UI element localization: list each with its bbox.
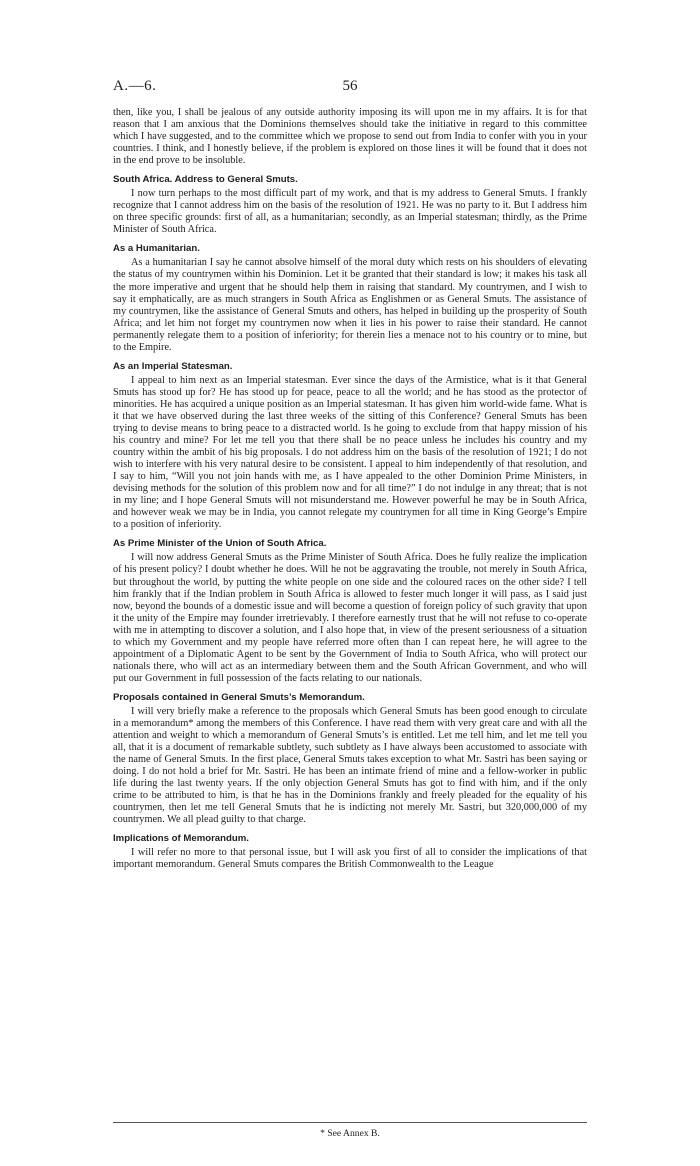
section-heading: As Prime Minister of the Union of South Africa. xyxy=(113,538,327,550)
page-body xyxy=(113,107,587,871)
page-header xyxy=(113,78,587,98)
section-heading: As a Humanitarian. xyxy=(113,243,200,255)
footnote-divider xyxy=(113,1122,587,1123)
paragraph: then, like you, I shall be jealous of any outside authority imposing its will upon me in my affairs. It is for that reason that I am anxious that the Dominions themselves should take the initiative in regard to this committee which I have suggested, and to the committee which we propose to send out from India to confer with you in your countries. I think, and I honestly believe, if the problem is explored on those lines it will be found that it does not in the end prove to be insoluble. xyxy=(113,107,587,167)
page-number: 56 xyxy=(342,78,358,94)
paragraph: I will now address General Smuts as the Prime Minister of South Africa. Does he fully realize the implication of his present policy? I doubt whether he does. Will he not be aggravating the trouble, not merely in South Africa, but throughout the world, by putting the white people on one side and the coloured races on the other side? I tell him frankly that if the Indian problem in South Africa is allowed to fester much longer it will pass, as I said just now, beyond the bounds of a domestic issue and will become a question of foreign policy of such gravity that upon it the unity of the Empire may founder irretrievably. I therefore earnestly trust that he will not refuse to co-operate with me in attempting to discover a solution, and I also hope that, in view of the present seriousness of a situation to which my Government and my people have referred more often than I can repeat here, he will agree to the appointment of a Diplomatic Agent to be sent by the Government of India to South Africa, who will protect our nationals there, who will act as an intermediary between them and the South African Government, and who will put our Government in full possession of the facts relating to our nationals. xyxy=(113,552,587,684)
paragraph: I will very briefly make a reference to the proposals which General Smuts has been good enough to circulate in a memorandum* among the members of this Conference. I have read them with very great care and with all the attention and weight to which a memorandum of General Smuts’s is entitled. Let me tell him, and let me tell you all, that it is a document of remarkable subtlety, such subtlety as I have always been accustomed to associate with the name of General Smuts. In the first place, General Smuts takes exception to what Mr. Sastri has been saying or doing. I do not hold a brief for Mr. Sastri. He has been an intimate friend of mine and a fellow-worker in public life during the last twenty years. If the only objection General Smuts has got to find with him, and if the only crime to be attributed to him, is that he has in the Dominions frankly and freely pleaded for the equality of his countrymen, then let me tell General Smuts that he is indicting not merely Mr. Sastri, but 320,000,000 of my countrymen. We all plead guilty to that charge. xyxy=(113,705,587,826)
paragraph: I now turn perhaps to the most difficult part of my work, and that is my address to General Smuts. I frankly recognize that I cannot address him on the basis of the resolution of 1921. He was no party to it. But I address him on three specific grounds: first of all, as a humanitarian; secondly, as an Imperial statesman; thirdly, as the Prime Minister of South Africa. xyxy=(113,188,587,236)
section-heading: Implications of Memorandum. xyxy=(113,833,249,845)
paragraph: As a humanitarian I say he cannot absolve himself of the moral duty which rests on his shoulders of elevating the status of my countrymen within his Dominion. Let it be granted that their standard is low; it makes his task all the more imperative and urgent that he should help them in raising that standard. My countrymen, and I wish to say it emphatically, are as much strangers in South Africa as Englishmen or as General Smuts. The assistance of my countrymen, like the assistance of General Smuts and others, has helped in building up the prosperity of South Africa; and let him not forget my countrymen now when it lies in his power to raise their standard. He cannot permanently relegate them to a position of inferiority; for therein lies a menace not to his country or to mine, but to the Empire. xyxy=(113,257,587,353)
document-reference: A.—6. xyxy=(113,78,157,94)
section-heading: As an Imperial Statesman. xyxy=(113,360,233,372)
section-heading: South Africa. Address to General Smuts. xyxy=(113,174,298,186)
paragraph: I will refer no more to that personal issue, but I will ask you first of all to consider the implications of that important memorandum. General Smuts compares the British Commonwealth to the League xyxy=(113,847,587,871)
footnote: * See Annex B. xyxy=(320,1128,380,1139)
section-heading: Proposals contained in General Smuts’s Memorandum. xyxy=(113,691,365,703)
paragraph: I appeal to him next as an Imperial statesman. Ever since the days of the Armistice, what is it that General Smuts has stood up for? He has stood up for peace, peace to all the world; and he has stood as the protector of minorities. He has acquired a unique position as an Imperial statesman. It has given him world-wide fame. What is it that we have observed during the last three weeks of the sitting of this Conference? General Smuts has been trying to devise means to bring peace to a distracted world. Is he going to exclude from that happy mission of his his country and mine? For let me tell you that there shall be no peace unless he includes his country and my country within the ambit of his big proposals. I do not address him on the basis of the resolution of 1921; I do not wish to interfere with his very natural desire to be consistent. I appeal to him independently of that resolution, and I say to him, “Will you not join hands with me, as I have appealed to the other Dominion Prime Ministers, in devising methods for the solution of this problem now and for all time?” I do not indulge in any threat; that is not in my line; and I hope General Smuts will not misunderstand me. However powerful he may be in South Africa, and however weak we may be in India, you cannot relegate my countrymen for all time in King George’s Empire to a position of inferiority. xyxy=(113,374,587,531)
